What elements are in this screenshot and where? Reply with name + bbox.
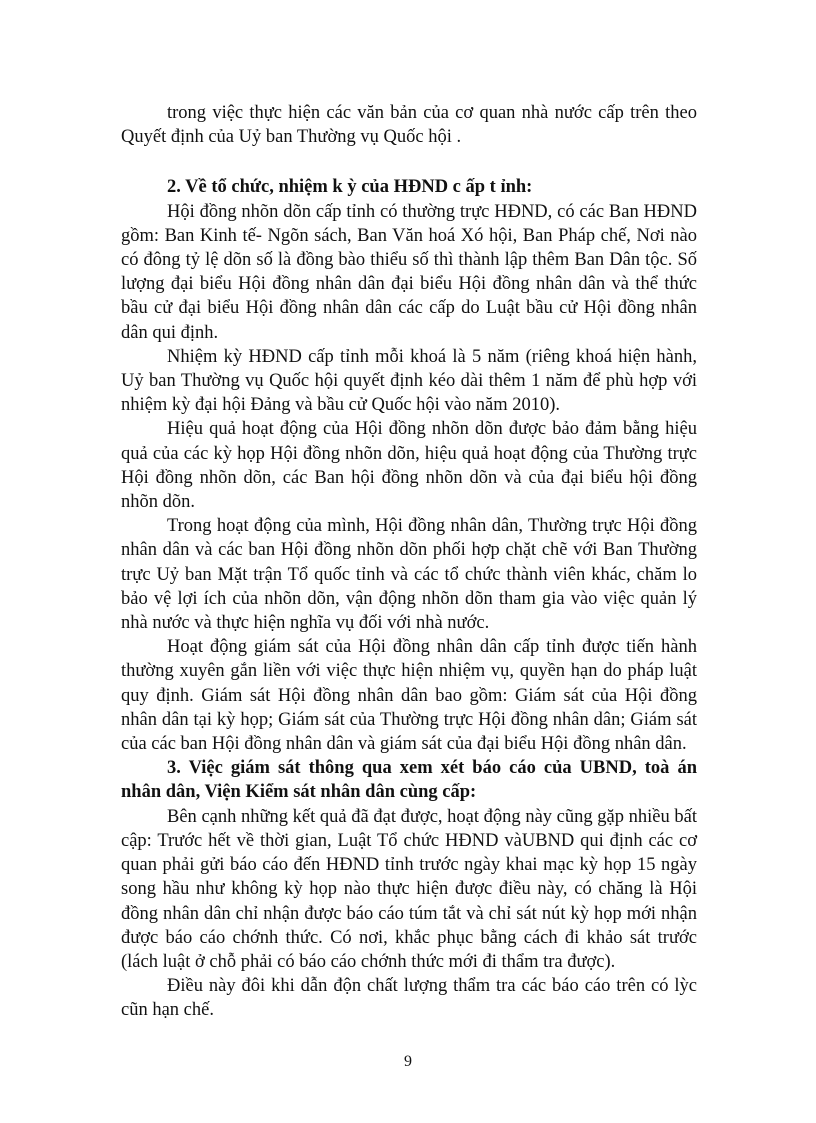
spacer	[121, 149, 697, 175]
paragraph: Điều này đôi khi dẫn độn chất lượng thẩm tra các báo cáo trên có lỳc cũn hạn chế.	[121, 976, 697, 1021]
paragraph: Hoạt động giám sát của Hội đồng nhân dân cấp tỉnh được tiến hành thường xuyên gắn liền với việc thực hiện nhiệm vụ, quyền hạn do pháp luật quy định. Giám sát Hội đồng nhân dân bao gồm: Giám sát của Hội đồng nhân dân tại kỳ họp; Giám sát của Thường trực Hội đồng nhân dân; Giám sát của các ban Hội đồng nhân dân và giám sát của đại biểu Hội đồng nhân dân.	[121, 637, 697, 755]
paragraph: Bên cạnh những kết quả đã đạt được, hoạt động này cũng gặp nhiều bất cập: Trước hết về thời gian, Luật Tổ chức HĐND vàUBND qui định các cơ quan phải gửi báo cáo đến HĐND tỉnh trước ngày khai mạc kỳ họp 15 ngày song hầu như không kỳ họp nào thực hiện được điều này, có chăng là Hội đồng nhân dân chỉ nhận được báo cáo túm tắt và chỉ sát nút kỳ họp mới nhận được báo cáo chớnh thức. Có nơi, khắc phục bằng cách đi khảo sát trước (lách luật ở chỗ phải có báo cáo chớnh thức mới đi thẩm tra được).	[121, 806, 697, 972]
paragraph: Trong hoạt động của mình, Hội đồng nhân dân, Thường trực Hội đồng nhân dân và các ban Hội đồng nhõn dõn phối hợp chặt chẽ với Ban Thường trực Uỷ ban Mặt trận Tổ quốc tỉnh và các tổ chức thành viên khác, chăm lo bảo vệ lợi ích của nhõn dõn, vận động nhõn dõn tham gia vào việc quản lý nhà nước và thực hiện nghĩa vụ đối với nhà nước.	[121, 516, 697, 634]
heading-section-3: 3. Việc giám sát thông qua xem xét báo cáo của UBND, toà án nhân dân, Viện Kiểm sát nhân dân cùng cấp:	[121, 758, 697, 803]
page-number: 9	[404, 1053, 412, 1070]
heading-section-2: 2. Về tổ chức, nhiệm k ỳ của HĐND c ấp t ỉnh:	[167, 177, 533, 198]
paragraph: Hiệu quả hoạt động của Hội đồng nhõn dõn được bảo đảm bằng hiệu quả của các kỳ họp Hội đồng nhõn dõn, hiệu quả hoạt động của Thường trực Hội đồng nhõn dõn, các Ban hội đồng nhõn dõn và của đại biểu hội đồng nhõn dõn.	[121, 419, 697, 513]
paragraph: Hội đồng nhõn dõn cấp tỉnh có thường trực HĐND, có các Ban HĐND gồm: Ban Kinh tế- Ngõn sách, Ban Văn hoá Xó hội, Ban Pháp chế, Nơi nào có đông tỷ lệ dõn số là đồng bào thiểu số thì thành lập thêm Ban Dân tộc. Số lượng đại biểu Hội đồng nhân dân đại biểu Hội đồng nhân dân và thể thức bầu cử đại biểu Hội đồng nhân dân các cấp do Luật bầu cử Hội đồng nhân dân qui định.	[121, 201, 697, 343]
paragraph-intro: trong việc thực hiện các văn bản của cơ quan nhà nước cấp trên theo Quyết định của Uỷ ban Thường vụ Quốc hội .	[121, 103, 697, 148]
paragraph: Nhiệm kỳ HĐND cấp tỉnh mỗi khoá là 5 năm (riêng khoá hiện hành, Uỷ ban Thường vụ Quốc hội quyết định kéo dài thêm 1 năm để phù hợp với nhiệm kỳ đại hội Đảng và bầu cử Quốc hội vào năm 2010).	[121, 346, 697, 416]
page-content	[121, 101, 697, 1023]
